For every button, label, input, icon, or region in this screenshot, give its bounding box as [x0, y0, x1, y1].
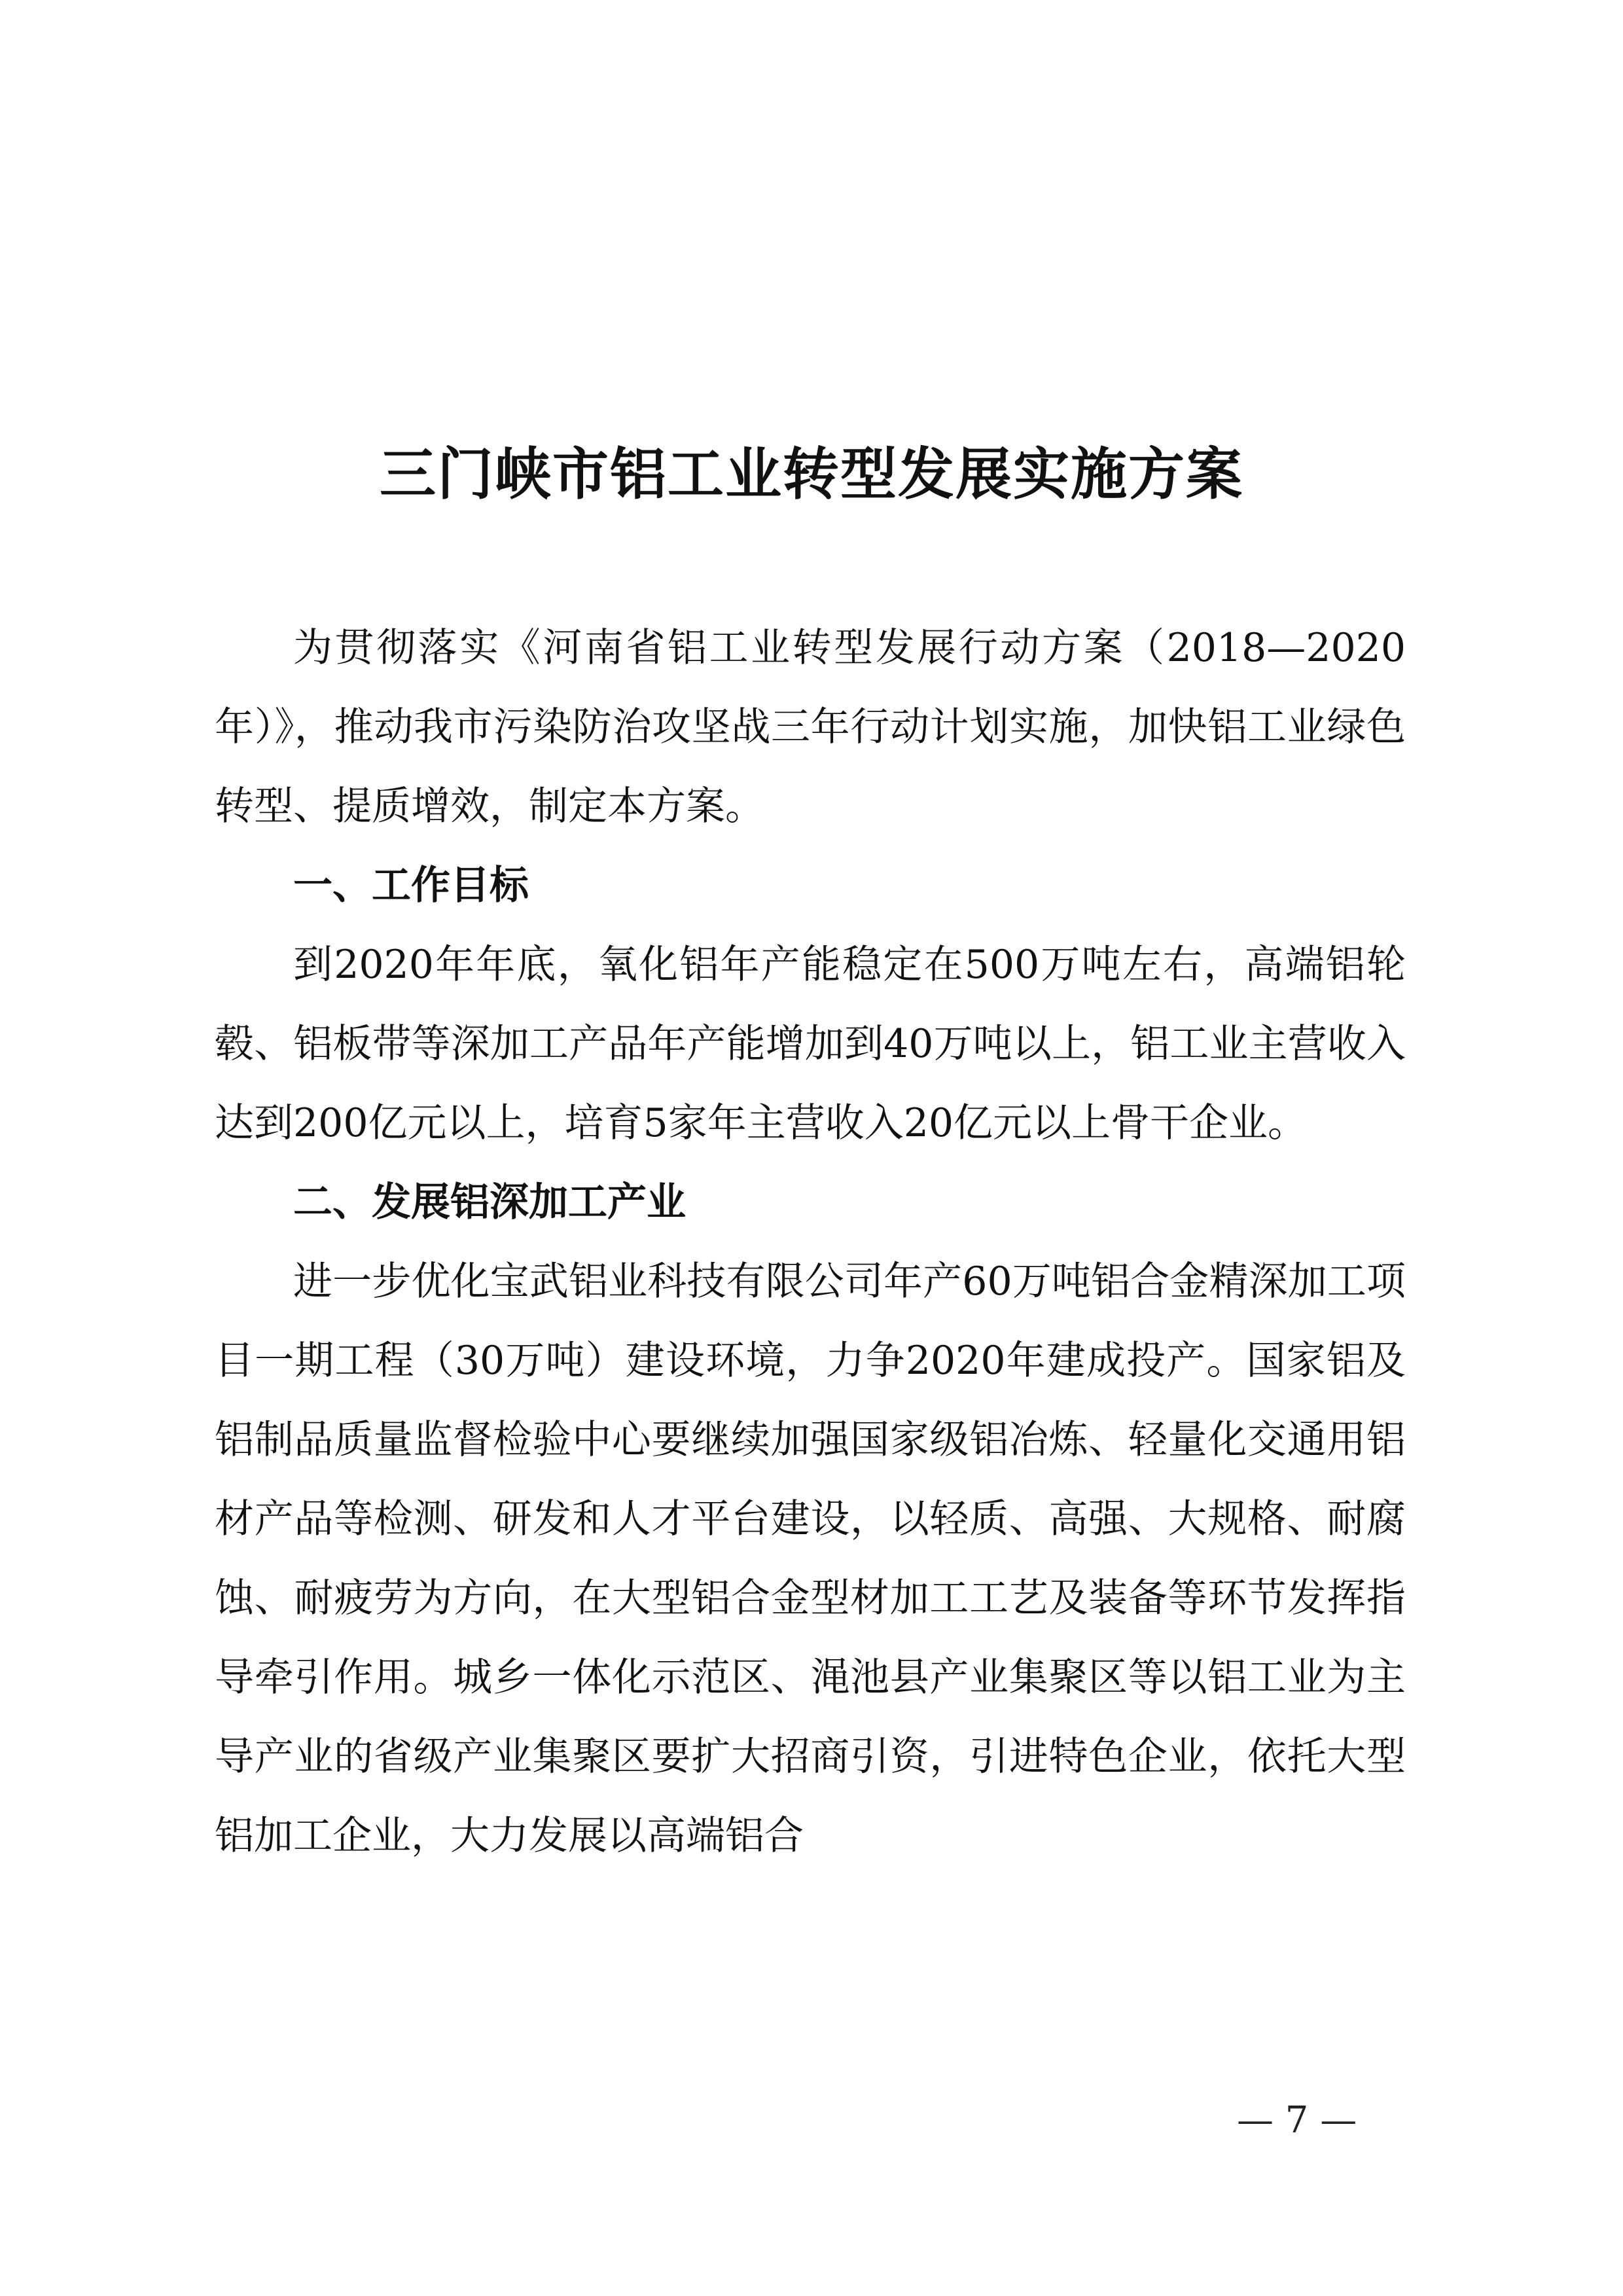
section-heading-goals: 一、工作目标: [293, 863, 529, 908]
document-title: 三门峡市铝工业转型发展实施方案: [380, 441, 1243, 507]
section-heading-deep-processing: 二、发展铝深加工产业: [293, 1179, 686, 1225]
section-paragraph-goals: 到2020年年底，氧化铝年产能稳定在500万吨左右，高端铝轮毂、铝板带等深加工产品年产能增加到40万吨以上，铝工业主营收入达到200亿元以上，培育5家年主营收入20亿元以上骨干企业。: [215, 942, 1406, 1146]
document-body: [215, 609, 1406, 1876]
intro-paragraph: 为贯彻落实《河南省铝工业转型发展行动方案（2018—2020年）》，推动我市污染防治攻坚战三年行动计划实施，加快铝工业绿色转型、提质增效，制定本方案。: [215, 625, 1406, 829]
section-paragraph-deep-processing: 进一步优化宝武铝业科技有限公司年产60万吨铝合金精深加工项目一期工程（30万吨）建设环境，力争2020年建成投产。国家铝及铝制品质量监督检验中心要继续加强国家级铝冶炼、轻量化交通用铝材产品等检测、研发和人才平台建设，以轻质、高强、大规格、耐腐蚀、耐疲劳为方向，在大型铝合金型材加工工艺及装备等环节发挥指导牵引作用。城乡一体化示范区、渑池县产业集聚区等以铝工业为主导产业的省级产业集聚区要扩大招商引资，引进特色企业，依托大型铝加工企业，大力发展以高端铝合: [215, 1259, 1406, 1859]
page-number: — 7 —: [1237, 2099, 1357, 2142]
